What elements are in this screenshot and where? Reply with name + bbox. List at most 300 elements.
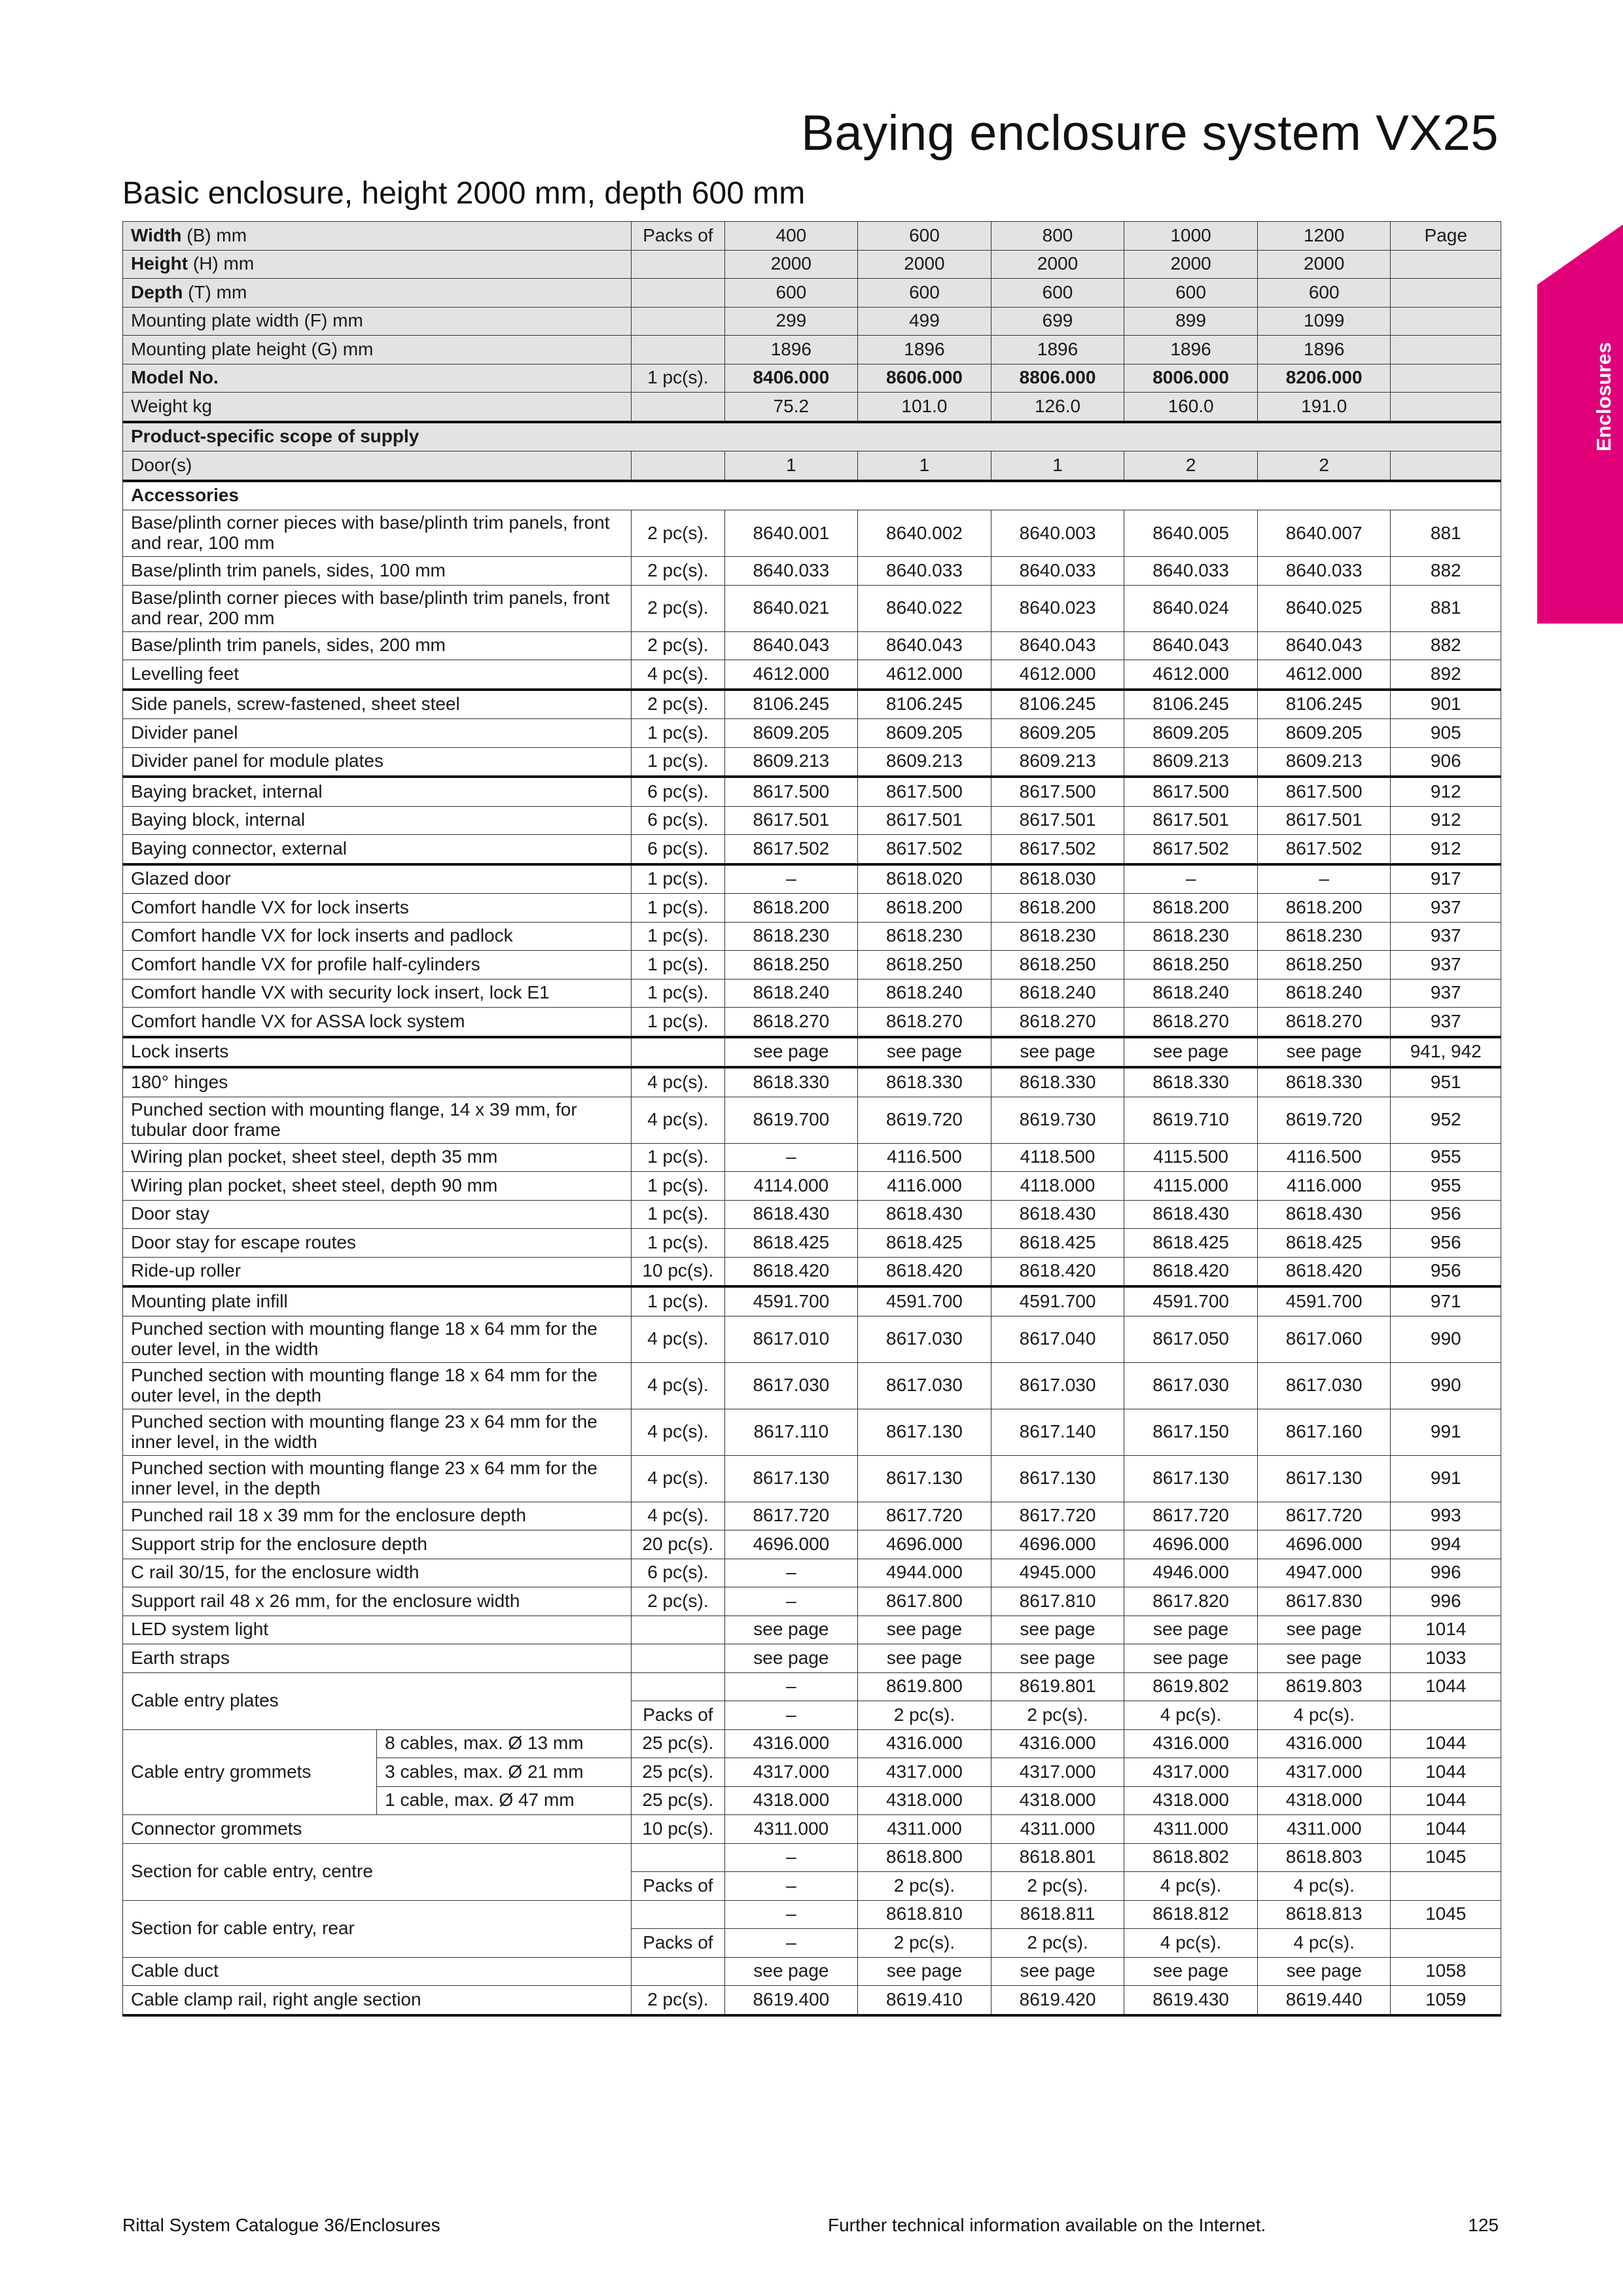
packs-cell: 1 pc(s). [632, 1286, 724, 1316]
value-cell: 8106.245 [1124, 690, 1258, 719]
table-row [123, 922, 1501, 951]
packs-cell: 1 pc(s). [632, 922, 724, 951]
section-heading: Product-specific scope of supply [123, 422, 1501, 451]
page-cell: 971 [1391, 1286, 1501, 1316]
value-cell: 4612.000 [858, 660, 991, 690]
value-cell: 8640.033 [1257, 557, 1391, 586]
page-cell: 990 [1391, 1362, 1501, 1409]
table-row [123, 719, 1501, 748]
table-row [123, 336, 1501, 364]
table-row [123, 1559, 1501, 1587]
page-cell: 937 [1391, 951, 1501, 980]
value-cell: 1896 [1257, 336, 1391, 364]
value-cell: 8618.803 [1257, 1843, 1391, 1872]
value-cell: 8640.043 [1257, 631, 1391, 660]
packs-cell [632, 1900, 724, 1929]
table-row [123, 1729, 1501, 1758]
packs-cell: 1 pc(s). [632, 951, 724, 980]
value-cell: 4612.000 [724, 660, 858, 690]
value-cell: 8618.270 [1257, 1008, 1391, 1037]
value-cell: 8617.030 [858, 1316, 991, 1362]
value-cell: 4696.000 [991, 1530, 1124, 1559]
value-cell: 4311.000 [858, 1815, 991, 1844]
value-cell: 8618.430 [1124, 1200, 1258, 1229]
table-row [123, 1143, 1501, 1172]
packs-cell: 2 pc(s). [632, 631, 724, 660]
table-row [123, 631, 1501, 660]
value-cell: 4944.000 [858, 1559, 991, 1587]
value-cell: 2 pc(s). [858, 1872, 991, 1901]
value-cell: 4316.000 [1257, 1729, 1391, 1758]
value-cell: 8617.130 [724, 1455, 858, 1502]
accessory-label: Side panels, screw-fastened, sheet steel [123, 690, 632, 719]
page-cell: 1044 [1391, 1758, 1501, 1787]
value-cell: 1896 [724, 336, 858, 364]
value-cell: 8617.500 [991, 777, 1124, 806]
value-cell: 8640.043 [724, 631, 858, 660]
accessory-label: Divider panel [123, 719, 632, 748]
accessory-label: 180° hinges [123, 1067, 632, 1097]
table-row [123, 557, 1501, 586]
table-row [123, 1286, 1501, 1316]
value-cell: 600 [991, 279, 1124, 308]
value-cell: 8618.420 [858, 1257, 991, 1286]
packs-cell: 10 pc(s). [632, 1257, 724, 1286]
value-cell: 8640.033 [724, 557, 858, 586]
accessory-label: Baying bracket, internal [123, 777, 632, 806]
value-cell: 8618.270 [858, 1008, 991, 1037]
packs-cell [632, 1644, 724, 1673]
page-cell: 1044 [1391, 1815, 1501, 1844]
value-cell: 8618.802 [1124, 1843, 1258, 1872]
accessory-label: Punched section with mounting flange 18 x 64 mm for the outer level, in the width [123, 1316, 632, 1362]
value-cell: 8617.720 [1124, 1502, 1258, 1530]
value-cell: 8618.250 [991, 951, 1124, 980]
page-cell: 937 [1391, 894, 1501, 923]
value-cell: 4591.700 [1124, 1286, 1258, 1316]
value-cell: 4311.000 [991, 1815, 1124, 1844]
value-cell: see page [991, 1644, 1124, 1673]
page-cell: 1058 [1391, 1957, 1501, 1986]
value-cell: 4696.000 [724, 1530, 858, 1559]
value-cell: 4316.000 [1124, 1729, 1258, 1758]
value-cell: 8617.130 [1257, 1455, 1391, 1502]
spec-label-bold: Height [131, 253, 188, 274]
page-cell: 956 [1391, 1200, 1501, 1229]
value-cell: 8618.330 [991, 1067, 1124, 1097]
value-cell: 8618.425 [1257, 1229, 1391, 1258]
value-cell: 8618.810 [858, 1900, 991, 1929]
value-cell: 8617.140 [991, 1409, 1124, 1455]
accessory-label: Cable entry plates [123, 1672, 632, 1729]
table-row [123, 894, 1501, 923]
spec-label-text: Weight kg [131, 395, 212, 416]
accessory-label: Mounting plate infill [123, 1286, 632, 1316]
value-cell: see page [1257, 1616, 1391, 1644]
page-cell: 1059 [1391, 1986, 1501, 2015]
packs-cell: 10 pc(s). [632, 1815, 724, 1844]
value-cell: 600 [1124, 279, 1258, 308]
table-row [123, 1455, 1501, 1502]
value-cell: 4317.000 [991, 1758, 1124, 1787]
value-cell: – [724, 1701, 858, 1730]
value-cell: 1 [858, 451, 991, 481]
spec-label-text: (B) mm [181, 224, 247, 245]
page-cell: 917 [1391, 864, 1501, 894]
accessory-label: Ride-up roller [123, 1257, 632, 1286]
value-cell: 8618.420 [991, 1257, 1124, 1286]
table-row [123, 864, 1501, 894]
value-cell: 8618.250 [858, 951, 991, 980]
packs-cell [632, 451, 724, 481]
value-cell: 4116.500 [1257, 1143, 1391, 1172]
value-cell: 8618.200 [991, 894, 1124, 923]
value-cell: 8618.430 [724, 1200, 858, 1229]
packs-cell: 2 pc(s). [632, 510, 724, 557]
value-cell: see page [724, 1644, 858, 1673]
packs-cell [632, 1616, 724, 1644]
value-cell: 899 [1124, 307, 1258, 336]
value-cell: 8617.030 [1124, 1362, 1258, 1409]
value-cell: 8617.010 [724, 1316, 858, 1362]
value-cell: 8617.502 [1124, 835, 1258, 864]
spec-table [122, 221, 1501, 2017]
value-cell: 8617.500 [1124, 777, 1258, 806]
packs-cell: 2 pc(s). [632, 1587, 724, 1616]
value-cell: 800 [991, 222, 1124, 251]
value-cell: 8618.020 [858, 864, 991, 894]
value-cell: 8618.430 [858, 1200, 991, 1229]
value-cell: see page [724, 1616, 858, 1644]
value-cell: 8617.502 [1257, 835, 1391, 864]
accessory-label: Punched section with mounting flange, 14 x 39 mm, for tubular door frame [123, 1097, 632, 1143]
value-cell: see page [1257, 1644, 1391, 1673]
value-cell: see page [858, 1644, 991, 1673]
value-cell: 8619.420 [991, 1986, 1124, 2015]
value-cell: – [724, 1559, 858, 1587]
value-cell: 699 [991, 307, 1124, 336]
value-cell: 2 pc(s). [858, 1701, 991, 1730]
value-cell: 1 [991, 451, 1124, 481]
accessory-label: Base/plinth trim panels, sides, 200 mm [123, 631, 632, 660]
value-cell: 4947.000 [1257, 1559, 1391, 1587]
value-cell: 4 pc(s). [1257, 1872, 1391, 1901]
value-cell: 8617.502 [991, 835, 1124, 864]
table-row [123, 222, 1501, 251]
value-cell: 4612.000 [1124, 660, 1258, 690]
accessory-label: Base/plinth corner pieces with base/plinth trim panels, front and rear, 100 mm [123, 510, 632, 557]
footer-catalogue: Rittal System Catalogue 36/Enclosures [122, 2215, 440, 2235]
value-cell: 8618.420 [1124, 1257, 1258, 1286]
value-cell: 8618.240 [1124, 979, 1258, 1008]
spec-label [123, 364, 632, 393]
table-row [123, 777, 1501, 806]
value-cell: 2000 [991, 250, 1124, 279]
value-cell: 4945.000 [991, 1559, 1124, 1587]
value-cell: 8640.005 [1124, 510, 1258, 557]
value-cell: 4612.000 [1257, 660, 1391, 690]
value-cell: 8618.420 [724, 1257, 858, 1286]
value-cell: 4116.000 [858, 1172, 991, 1201]
value-cell: 4 pc(s). [1124, 1872, 1258, 1901]
value-cell: 1200 [1257, 222, 1391, 251]
value-cell: 8619.802 [1124, 1672, 1258, 1701]
value-cell: 4591.700 [991, 1286, 1124, 1316]
value-cell: see page [724, 1037, 858, 1068]
row-label: Door(s) [123, 451, 632, 481]
value-cell: 4318.000 [724, 1786, 858, 1815]
value-cell: 8618.230 [1124, 922, 1258, 951]
value-cell: 4318.000 [1257, 1786, 1391, 1815]
value-cell: 1099 [1257, 307, 1391, 336]
value-cell: 8619.801 [991, 1672, 1124, 1701]
table-row [123, 979, 1501, 1008]
packs-cell: 4 pc(s). [632, 1455, 724, 1502]
value-cell: 8609.205 [1124, 719, 1258, 748]
value-cell: 4115.500 [1124, 1143, 1258, 1172]
value-cell: 8617.130 [991, 1455, 1124, 1502]
table-row [123, 835, 1501, 864]
table-row [123, 307, 1501, 336]
value-cell: see page [991, 1616, 1124, 1644]
spec-label-bold: Width [131, 224, 182, 245]
table-row [123, 1097, 1501, 1143]
spec-label [123, 393, 632, 422]
packs-cell: 1 pc(s). [632, 1143, 724, 1172]
packs-cell [632, 1672, 724, 1701]
value-cell: 8617.800 [858, 1587, 991, 1616]
page-cell [1391, 364, 1501, 393]
value-cell: 8618.200 [858, 894, 991, 923]
value-cell: – [724, 1587, 858, 1616]
value-cell: 8617.500 [858, 777, 991, 806]
accessory-label: Cable clamp rail, right angle section [123, 1986, 632, 2015]
value-cell: 8617.720 [991, 1502, 1124, 1530]
value-cell: see page [1257, 1037, 1391, 1068]
value-cell: 8640.001 [724, 510, 858, 557]
accessory-label: Wiring plan pocket, sheet steel, depth 90 mm [123, 1172, 632, 1201]
accessory-label: Baying connector, external [123, 835, 632, 864]
table-row [123, 585, 1501, 631]
value-cell: see page [991, 1957, 1124, 1986]
value-cell: 8640.033 [858, 557, 991, 586]
value-cell: 4116.500 [858, 1143, 991, 1172]
accessory-label: Support rail 48 x 26 mm, for the enclosure width [123, 1587, 632, 1616]
value-cell: 101.0 [858, 393, 991, 422]
page-cell: 955 [1391, 1143, 1501, 1172]
page-cell: 1045 [1391, 1843, 1501, 1872]
spec-label-text: (T) mm [183, 281, 247, 302]
table-row [123, 1957, 1501, 1986]
value-cell: 8609.213 [858, 747, 991, 777]
table-row [123, 279, 1501, 308]
value-cell: – [1257, 864, 1391, 894]
packs-cell [632, 393, 724, 422]
packs-cell: 20 pc(s). [632, 1530, 724, 1559]
spec-label-bold: Depth [131, 281, 183, 302]
value-cell: 4696.000 [1257, 1530, 1391, 1559]
spec-label [123, 336, 632, 364]
value-cell: – [724, 1843, 858, 1872]
accessory-label: Glazed door [123, 864, 632, 894]
value-cell: 8618.200 [1124, 894, 1258, 923]
page-cell: 951 [1391, 1067, 1501, 1097]
table-row [123, 1409, 1501, 1455]
value-cell: 8640.033 [1124, 557, 1258, 586]
spec-label-text: Mounting plate height (G) mm [131, 338, 374, 359]
value-cell: 8618.330 [724, 1067, 858, 1097]
table-row [123, 1900, 1501, 1929]
value-cell: 400 [724, 222, 858, 251]
spec-label [123, 279, 632, 308]
table-row [123, 1200, 1501, 1229]
value-cell: 4316.000 [991, 1729, 1124, 1758]
packs-cell: 1 pc(s). [632, 1008, 724, 1037]
value-cell: 8617.030 [724, 1362, 858, 1409]
packs-cell: 1 pc(s). [632, 1200, 724, 1229]
value-cell: 8640.043 [858, 631, 991, 660]
value-cell: 191.0 [1257, 393, 1391, 422]
value-cell: 4317.000 [858, 1758, 991, 1787]
value-cell: see page [858, 1037, 991, 1068]
accessory-label: Section for cable entry, rear [123, 1900, 632, 1957]
packs-cell [632, 336, 724, 364]
value-cell: 8609.205 [1257, 719, 1391, 748]
value-cell: 8618.811 [991, 1900, 1124, 1929]
packs-cell: 1 pc(s). [632, 894, 724, 923]
value-cell: 8617.810 [991, 1587, 1124, 1616]
spec-label [123, 307, 632, 336]
value-cell: 8618.801 [991, 1843, 1124, 1872]
page-cell: 881 [1391, 585, 1501, 631]
accessory-label: Comfort handle VX for lock inserts and padlock [123, 922, 632, 951]
packs-cell [632, 279, 724, 308]
sub-label: 8 cables, max. Ø 13 mm [377, 1729, 632, 1758]
value-cell: 8640.043 [991, 631, 1124, 660]
value-cell: 8618.425 [858, 1229, 991, 1258]
table-row [123, 1644, 1501, 1673]
spec-label-text: (H) mm [188, 253, 255, 274]
value-cell: 8618.230 [1257, 922, 1391, 951]
page-cell: 996 [1391, 1587, 1501, 1616]
value-cell: 4612.000 [991, 660, 1124, 690]
value-cell: 8619.720 [858, 1097, 991, 1143]
value-cell: 8617.720 [724, 1502, 858, 1530]
accessory-label: Comfort handle VX for lock inserts [123, 894, 632, 923]
value-cell: 8617.050 [1124, 1316, 1258, 1362]
value-cell: 8618.812 [1124, 1900, 1258, 1929]
value-cell: 4 pc(s). [1257, 1929, 1391, 1958]
table-row [123, 1229, 1501, 1258]
page-cell: 993 [1391, 1502, 1501, 1530]
page-cell: Page [1391, 222, 1501, 251]
value-cell: see page [724, 1957, 858, 1986]
value-cell: 8617.501 [1257, 806, 1391, 835]
value-cell: 8640.043 [1124, 631, 1258, 660]
value-cell: 8617.500 [1257, 777, 1391, 806]
packs-cell: 4 pc(s). [632, 660, 724, 690]
value-cell: 8617.502 [858, 835, 991, 864]
packs-cell: 6 pc(s). [632, 777, 724, 806]
value-cell: 8617.030 [1257, 1362, 1391, 1409]
value-cell: 8618.250 [724, 951, 858, 980]
value-cell: 1896 [991, 336, 1124, 364]
table-row [123, 1037, 1501, 1068]
page-cell: 1014 [1391, 1616, 1501, 1644]
value-cell: 2 pc(s). [991, 1929, 1124, 1958]
page-cell: 991 [1391, 1455, 1501, 1502]
value-cell: 8618.425 [991, 1229, 1124, 1258]
value-cell: 8617.500 [724, 777, 858, 806]
packs-cell: 4 pc(s). [632, 1067, 724, 1097]
spec-label-bold: Model No. [131, 367, 219, 388]
value-cell: 8618.030 [991, 864, 1124, 894]
value-cell: 2 pc(s). [991, 1872, 1124, 1901]
accessory-label: Comfort handle VX with security lock insert, lock E1 [123, 979, 632, 1008]
value-cell: 8618.270 [991, 1008, 1124, 1037]
value-cell: 4311.000 [724, 1815, 858, 1844]
value-cell: 8619.400 [724, 1986, 858, 2015]
value-cell: 4946.000 [1124, 1559, 1258, 1587]
value-cell: 8640.023 [991, 585, 1124, 631]
value-cell: – [724, 1672, 858, 1701]
value-cell: 8106.245 [1257, 690, 1391, 719]
packs-cell: 4 pc(s). [632, 1502, 724, 1530]
packs-cell: 2 pc(s). [632, 557, 724, 586]
value-cell: 8609.205 [724, 719, 858, 748]
table-row [123, 1172, 1501, 1201]
table-row [123, 1530, 1501, 1559]
value-cell: 4696.000 [858, 1530, 991, 1559]
value-cell: 8618.430 [991, 1200, 1124, 1229]
page-cell: 994 [1391, 1530, 1501, 1559]
value-cell: 8617.720 [858, 1502, 991, 1530]
accessory-label: Comfort handle VX for ASSA lock system [123, 1008, 632, 1037]
value-cell: 8609.213 [991, 747, 1124, 777]
value-cell: 8619.803 [1257, 1672, 1391, 1701]
page-cell [1391, 250, 1501, 279]
table-row [123, 364, 1501, 393]
value-cell: 8618.250 [1257, 951, 1391, 980]
page-cell: 955 [1391, 1172, 1501, 1201]
page-cell: 956 [1391, 1257, 1501, 1286]
page-cell: 901 [1391, 690, 1501, 719]
spec-label [123, 250, 632, 279]
packs-cell [632, 1037, 724, 1068]
value-cell: 2000 [1124, 250, 1258, 279]
packs-cell: 2 pc(s). [632, 585, 724, 631]
page-cell [1391, 393, 1501, 422]
value-cell: 8606.000 [858, 364, 991, 393]
page-cell [1391, 336, 1501, 364]
value-cell: 8640.021 [724, 585, 858, 631]
page-cell: 1044 [1391, 1729, 1501, 1758]
value-cell: 8619.440 [1257, 1986, 1391, 2015]
value-cell: 8618.240 [991, 979, 1124, 1008]
value-cell: 8609.213 [724, 747, 858, 777]
packs-cell: Packs of [632, 1701, 724, 1730]
accessory-label: Cable duct [123, 1957, 632, 1986]
value-cell: 2 [1257, 451, 1391, 481]
value-cell: 8618.800 [858, 1843, 991, 1872]
table-row [123, 422, 1501, 451]
value-cell: see page [1124, 1037, 1258, 1068]
value-cell: 4118.000 [991, 1172, 1124, 1201]
page-cell: 892 [1391, 660, 1501, 690]
value-cell: 8206.000 [1257, 364, 1391, 393]
table-row [123, 747, 1501, 777]
value-cell: 299 [724, 307, 858, 336]
